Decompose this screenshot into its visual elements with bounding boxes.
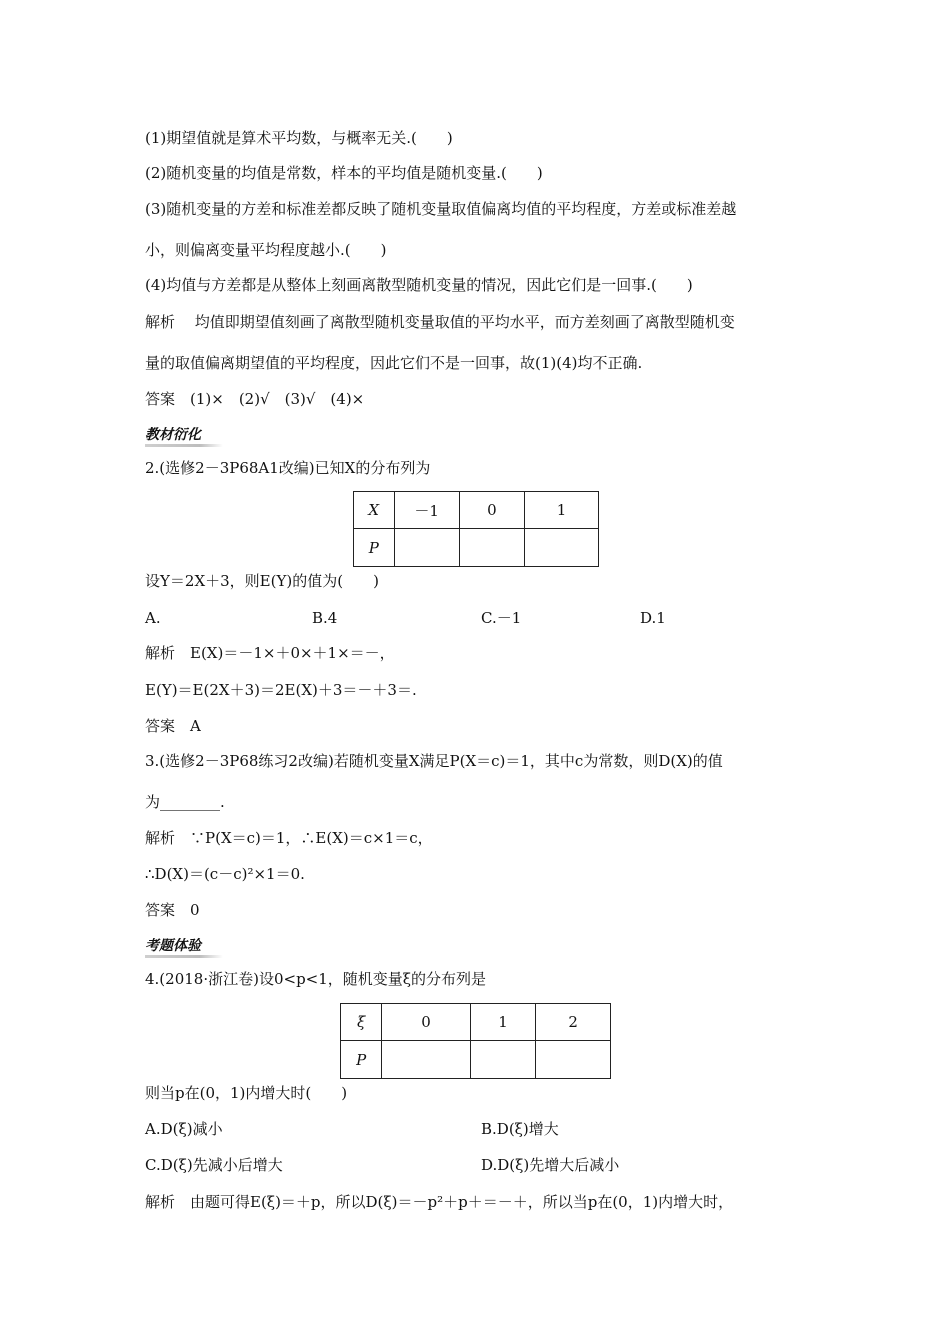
judge-item-1: (1)期望值就是算术平均数，与概率无关.( ) (145, 129, 453, 147)
tag-underline-icon (145, 444, 223, 447)
judge-item-2: (2)随机变量的均值是常数，样本的平均值是随机变量.( ) (145, 164, 543, 182)
q3-stem: 3.(选修2－3P68练习2改编)若随机变量X满足P(X＝c)＝1，其中c为常数，则D(X)的值 (145, 752, 723, 770)
table-cell: 0 (382, 1004, 470, 1041)
q4-option-c: C.D(ξ)先减小后增大 (145, 1156, 283, 1174)
tag-underline-icon (145, 955, 223, 958)
section-tag-label: 教材衍化 (145, 427, 201, 443)
q2-analysis: 解析 E(X)＝－1×＋0×＋1×＝－， (145, 644, 395, 662)
table-cell: P (356, 1050, 367, 1069)
judge-answer: 答案 (1)× (2)√ (3)√ (4)× (145, 390, 365, 408)
q2-stem: 2.(选修2－3P68A1改编)已知X的分布列为 (145, 459, 431, 477)
judge-analysis-cont: 量的取值偏离期望值的平均程度，因此它们不是一回事，故(1)(4)均不正确. (145, 354, 643, 372)
q2-option-d: D.1 (640, 609, 666, 627)
q4-option-b: B.D(ξ)增大 (481, 1120, 559, 1138)
q4-question: 则当p在(0，1)内增大时( ) (145, 1084, 348, 1102)
table-cell (470, 1041, 536, 1079)
table-cell: P (368, 538, 379, 557)
table-cell (524, 529, 598, 567)
table-row (341, 1004, 611, 1041)
q3-analysis: 解析 ∵P(X＝c)＝1，∴E(X)＝c×1＝c， (145, 829, 433, 847)
table-cell: 2 (536, 1004, 611, 1041)
judge-analysis: 解析 均值即期望值刻画了离散型随机变量取值的平均水平，而方差刻画了离散型随机变 (145, 313, 735, 331)
q4-option-a: A.D(ξ)减小 (145, 1120, 223, 1138)
table-cell: －1 (394, 492, 459, 529)
section-tag-exam (145, 935, 201, 955)
table-cell: ξ (357, 1013, 366, 1031)
judge-item-3-cont: 小，则偏离变量平均程度越小.( ) (145, 241, 387, 259)
table-cell (536, 1041, 611, 1079)
q4-distribution-table (340, 1003, 611, 1079)
q2-answer: 答案 A (145, 717, 201, 735)
table-cell (459, 529, 524, 567)
table-row (354, 529, 599, 567)
q2-option-b: B.4 (312, 609, 338, 627)
table-cell (394, 529, 459, 567)
q2-option-c: C.－1 (481, 609, 522, 627)
table-cell: 0 (459, 492, 524, 529)
q2-analysis-cont: E(Y)＝E(2X＋3)＝2E(X)＋3＝－＋3＝. (145, 681, 417, 699)
table-row (341, 1041, 611, 1079)
table-row (354, 492, 599, 529)
q2-distribution-table (353, 491, 599, 567)
q3-answer: 答案 0 (145, 901, 200, 919)
table-cell: 1 (524, 492, 598, 529)
q4-analysis: 解析 由题可得E(ξ)＝＋p，所以D(ξ)＝－p²＋p＋＝－＋，所以当p在(0，1)内增大时， (145, 1193, 734, 1211)
section-tag-label: 考题体验 (145, 938, 201, 954)
q4-stem: 4.(2018·浙江卷)设0<p<1，随机变量ξ的分布列是 (145, 970, 487, 988)
q3-analysis-cont: ∴D(X)＝(c－c)²×1＝0. (145, 865, 305, 883)
table-cell: 1 (470, 1004, 536, 1041)
q2-question: 设Y＝2X＋3，则E(Y)的值为( ) (145, 572, 379, 590)
table-cell (382, 1041, 470, 1079)
q2-option-a: A. (145, 609, 161, 627)
judge-item-4: (4)均值与方差都是从整体上刻画离散型随机变量的情况，因此它们是一回事.( ) (145, 276, 693, 294)
q3-stem-cont: 为________. (145, 793, 225, 811)
table-cell: X (368, 501, 380, 519)
section-tag-textbook (145, 424, 201, 444)
judge-item-3: (3)随机变量的方差和标准差都反映了随机变量取值偏离均值的平均程度，方差或标准差越 (145, 200, 737, 218)
q4-option-d: D.D(ξ)先增大后减小 (481, 1156, 620, 1174)
